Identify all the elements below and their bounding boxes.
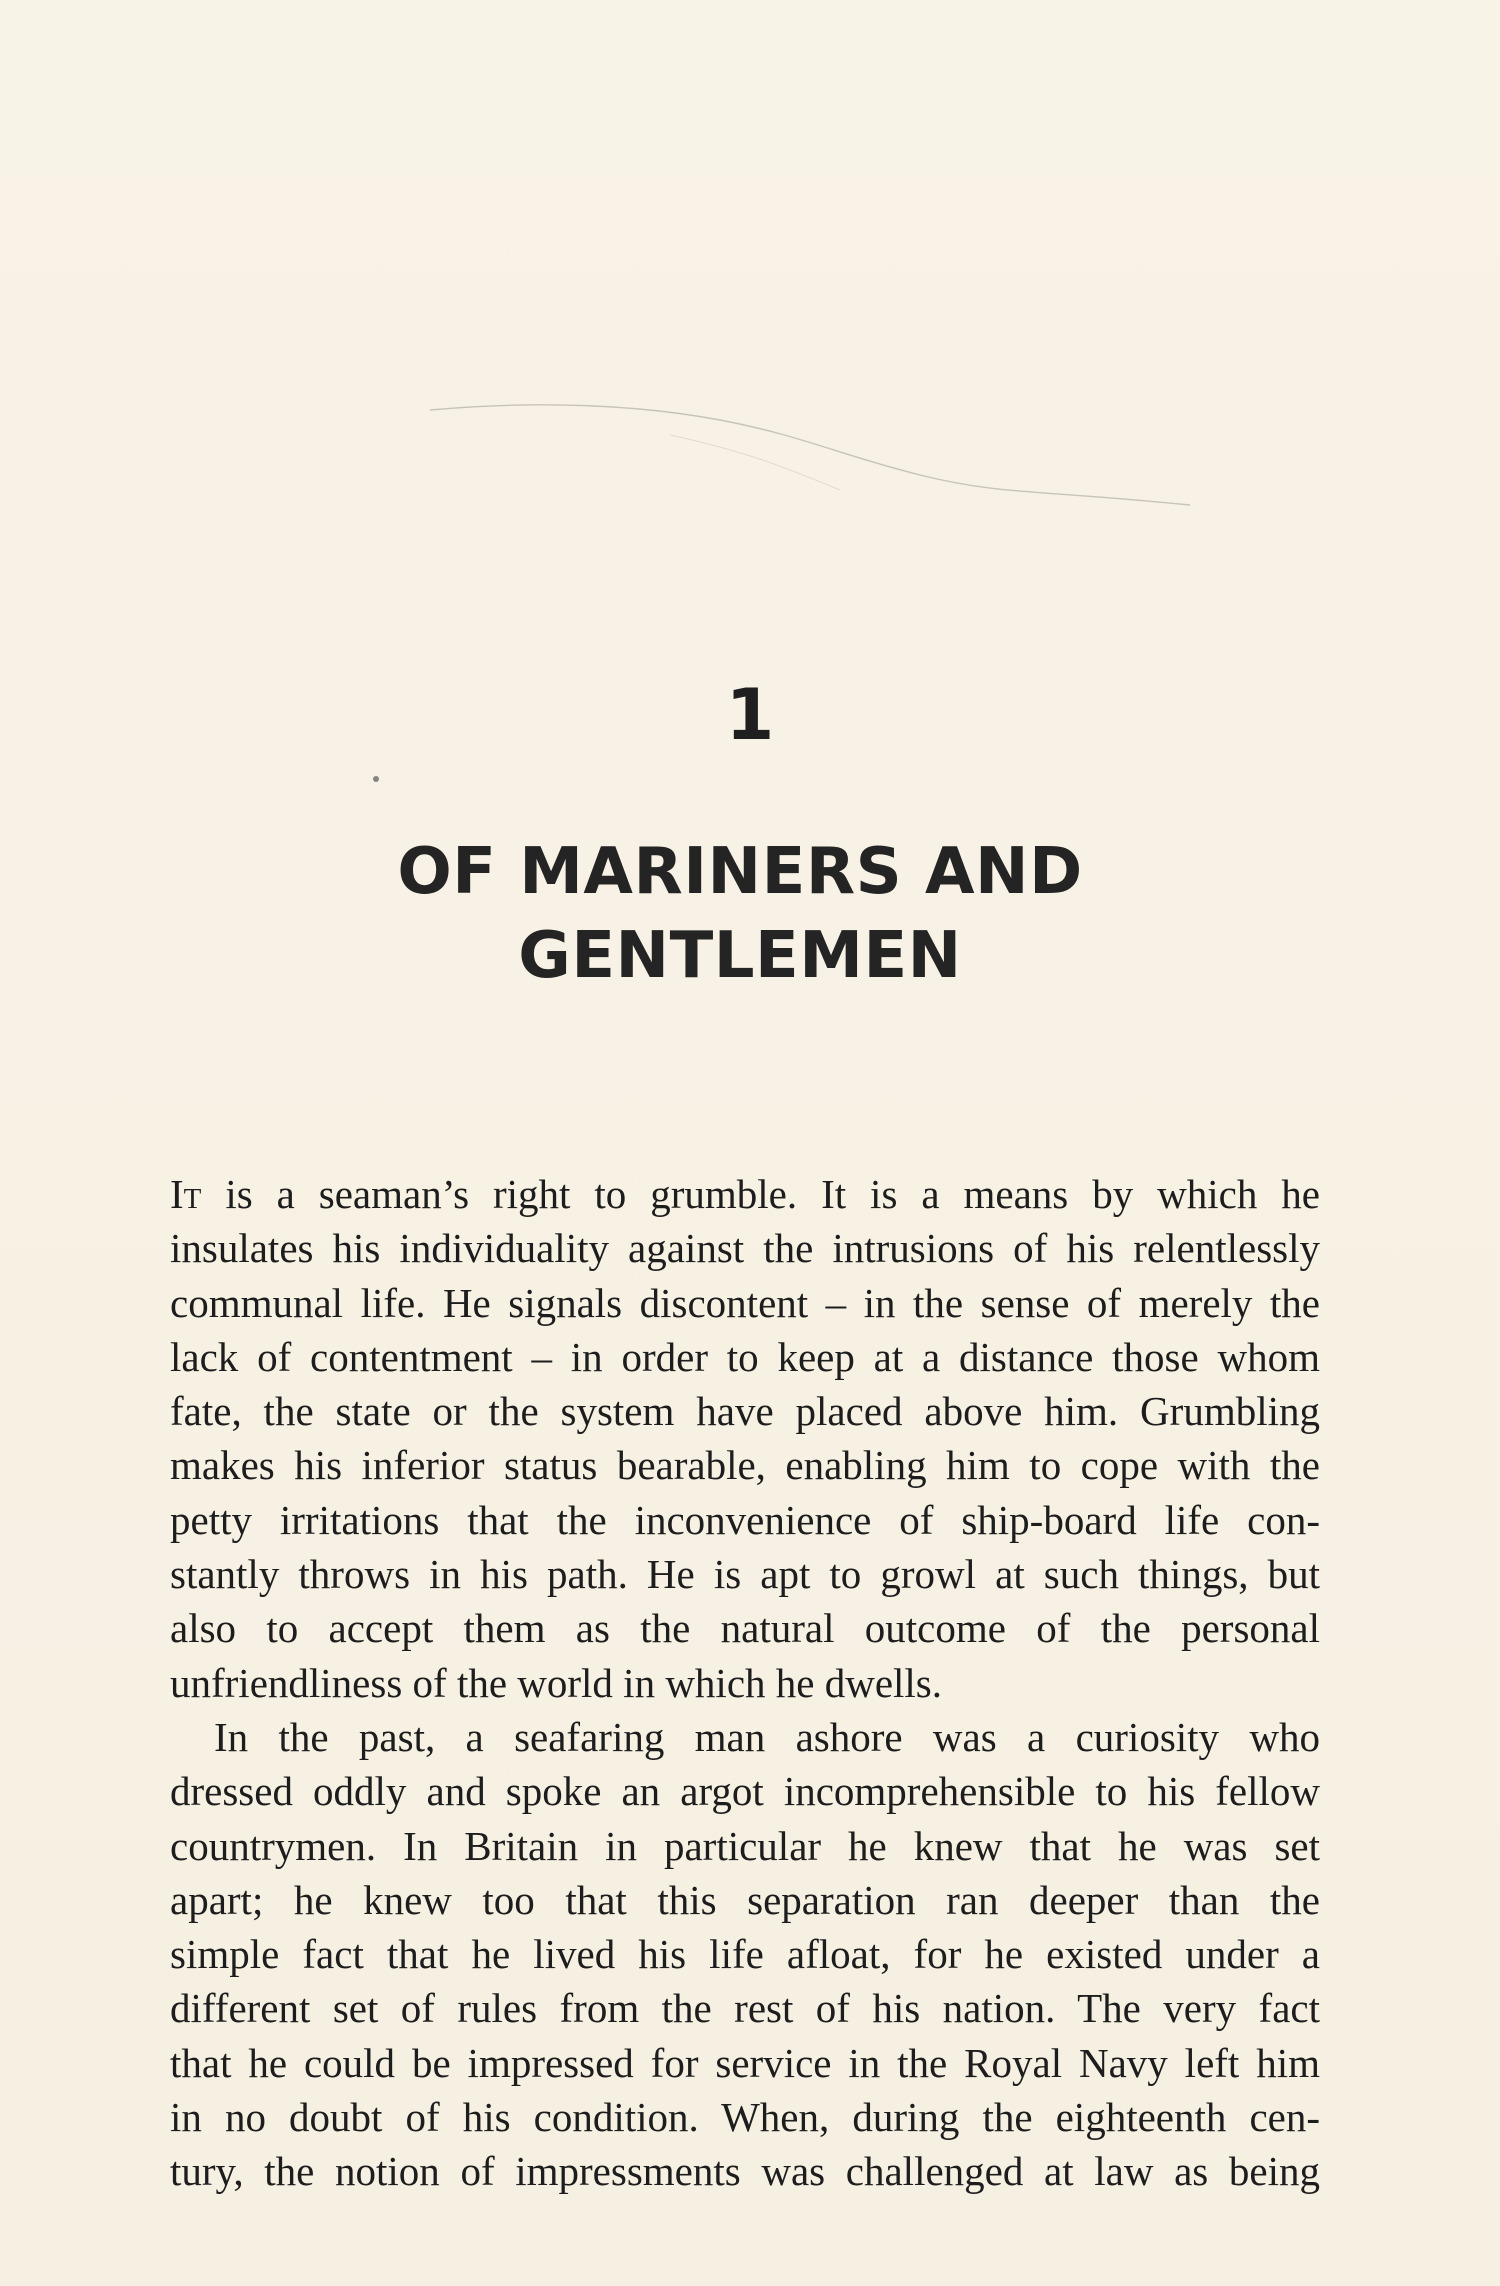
chapter-body <box>170 1167 1320 2199</box>
paragraph-2-line-9: tury, the notion of impressments was challenged at law as being <box>170 2148 1320 2195</box>
paragraph-1-line-1-text: is a seaman’s right to grumble. It is a means by which he <box>201 1171 1320 1217</box>
paragraph-2-line-6: different set of rules from the rest of his nation. The very fact <box>170 1985 1320 2032</box>
paragraph-1-line-3: communal life. He signals discontent – in the sense of merely the <box>170 1279 1320 1326</box>
paragraph-2-line-8: in no doubt of his condition. When, during the eighteenth cen- <box>170 2094 1320 2141</box>
paragraph-2-line-4: apart; he knew too that this separation ran deeper than the <box>170 1876 1320 1923</box>
paragraph-2-line-3: countrymen. In Britain in particular he knew that he was set <box>170 1822 1320 1869</box>
paragraph-1-line-10: unfriendliness of the world in which he dwells. <box>170 1659 943 1706</box>
paragraph-2-line-1: In the past, a seafaring man ashore was a curiosity who <box>214 1713 1320 1760</box>
chapter-title <box>300 830 1180 998</box>
paragraph-1-line-5: fate, the state or the system have placed above him. Grumbling <box>170 1388 1320 1435</box>
page-speck <box>373 776 379 782</box>
paragraph-2-line-7: that he could be impressed for service in the Royal Navy left him <box>170 2039 1320 2086</box>
paragraph-1-line-2: insulates his individuality against the intrusions of his relentlessly <box>170 1225 1320 1272</box>
paragraph-1-line-4: lack of contentment – in order to keep at a distance those whom <box>170 1333 1320 1380</box>
paper-crease <box>420 395 1200 515</box>
paragraph-1-line-1 <box>170 1167 1320 1221</box>
chapter-title-line-2: GENTLEMEN <box>518 919 962 993</box>
chapter-number: 1 <box>725 674 775 756</box>
paragraph-1-line-6: makes his inferior status bearable, enabling him to cope with the <box>170 1442 1320 1489</box>
paragraph-2-line-2: dressed oddly and spoke an argot incomprehensible to his fellow <box>170 1768 1320 1815</box>
paragraph-2-line-5: simple fact that he lived his life afloat, for he existed under a <box>170 1931 1320 1978</box>
opening-small-caps: It <box>170 1171 202 1217</box>
paragraph-1 <box>170 1167 1320 1710</box>
chapter-title-line-1: OF MARINERS AND <box>397 835 1083 909</box>
paragraph-1-line-8: stantly throws in his path. He is apt to growl at such things, but <box>170 1551 1320 1598</box>
paragraph-2 <box>170 1710 1320 2199</box>
paragraph-1-line-9: also to accept them as the natural outcome of the personal <box>170 1605 1320 1652</box>
paragraph-1-line-7: petty irritations that the inconvenience of ship-board life con- <box>170 1496 1320 1543</box>
